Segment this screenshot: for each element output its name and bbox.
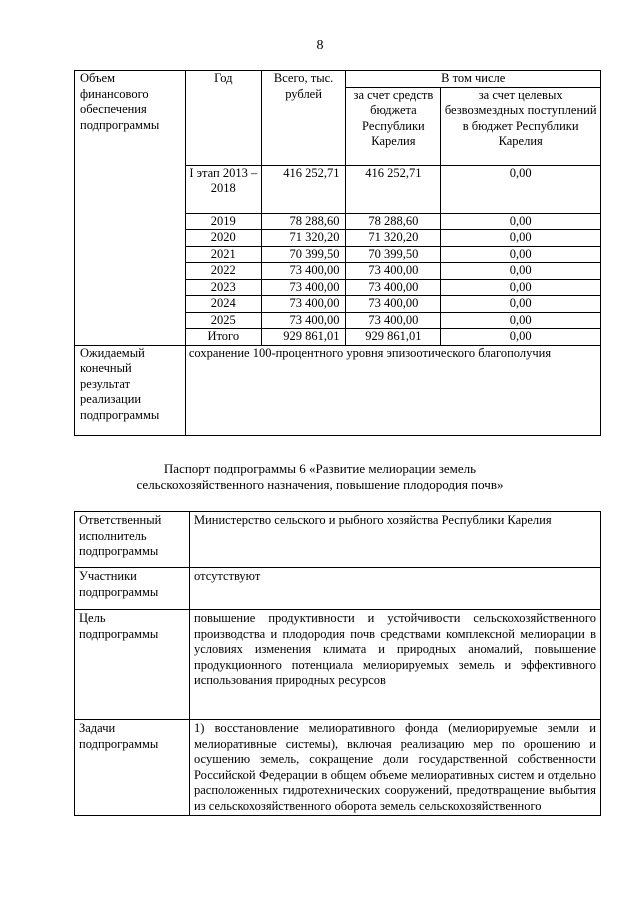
table-row-total: Итого 929 861,01 929 861,01 0,00	[75, 329, 601, 346]
header-total: Всего, тыс. рублей	[261, 71, 346, 166]
passport-value: 1) восстановление мелиоративного фонда (мелиорируемые земли и мелиоративные системы), включая реализацию мер по орошению и осушению земель, сокращение доли государственной собственности Российской Федерации в общем объеме мелиоративных систем и отдельно расположенных гидротехнических сооружений, предотвращение выбытия из сельскохозяйственного оборота земель сельскохозяйственного	[190, 720, 601, 816]
passport-row	[75, 720, 601, 816]
expected-result-label: Ожидаемый конечный результат реализации подпрограммы	[75, 345, 186, 435]
table-row: 2019 78 288,60 78 288,60 0,00	[75, 213, 601, 230]
finance-row-label: Объем финансового обеспечения подпрограммы	[75, 71, 186, 346]
passport-title-line2: сельскохозяйственного назначения, повышение плодородия почв»	[136, 477, 504, 492]
passport-label: Ответственный исполнитель подпрограммы	[75, 512, 190, 568]
header-year: Год	[185, 71, 261, 166]
passport-label: Участники подпрограммы	[75, 568, 190, 610]
header-budget: за счет средств бюджета Республики Карелия	[346, 87, 441, 165]
passport-row	[75, 568, 601, 610]
passport-title	[0, 461, 640, 493]
passport-value: отсутствуют	[190, 568, 601, 610]
table-row: 2021 70 399,50 70 399,50 0,00	[75, 246, 601, 263]
table-row: 2020 71 320,20 71 320,20 0,00	[75, 230, 601, 247]
passport-label: Задачи подпрограммы	[75, 720, 190, 816]
page-number: 8	[316, 38, 324, 53]
passport-row	[75, 610, 601, 720]
passport-label: Цель подпрограммы	[75, 610, 190, 720]
passport-title-line1: Паспорт подпрограммы 6 «Развитие мелиорации земель	[163, 461, 477, 476]
table-row: 2024 73 400,00 73 400,00 0,00	[75, 296, 601, 313]
finance-table	[74, 70, 601, 436]
passport-row	[75, 512, 601, 568]
passport-value: Министерство сельского и рыбного хозяйства Республики Карелия	[190, 512, 601, 568]
table-row: 2022 73 400,00 73 400,00 0,00	[75, 263, 601, 280]
header-grants: за счет целевых безвозмездных поступлений в бюджет Республики Карелия	[441, 87, 601, 165]
passport-table	[74, 511, 601, 816]
passport-value: повышение продуктивности и устойчивости сельскохозяйственного производства и плодородия почв средствами комплексной мелиорации в условиях изменения климата и природных аномалий, повышение продукционного потенциала мелиорируемых земель и эффективного использования природных ресурсов	[190, 610, 601, 720]
table-row: 2023 73 400,00 73 400,00 0,00	[75, 279, 601, 296]
table-row: I этап 2013 – 2018 416 252,71 416 252,71 0,00	[75, 165, 601, 213]
expected-result-value: сохранение 100-процентного уровня эпизоотического благополучия	[185, 345, 600, 435]
header-including: В том числе	[346, 71, 601, 88]
table-row: 2025 73 400,00 73 400,00 0,00	[75, 312, 601, 329]
